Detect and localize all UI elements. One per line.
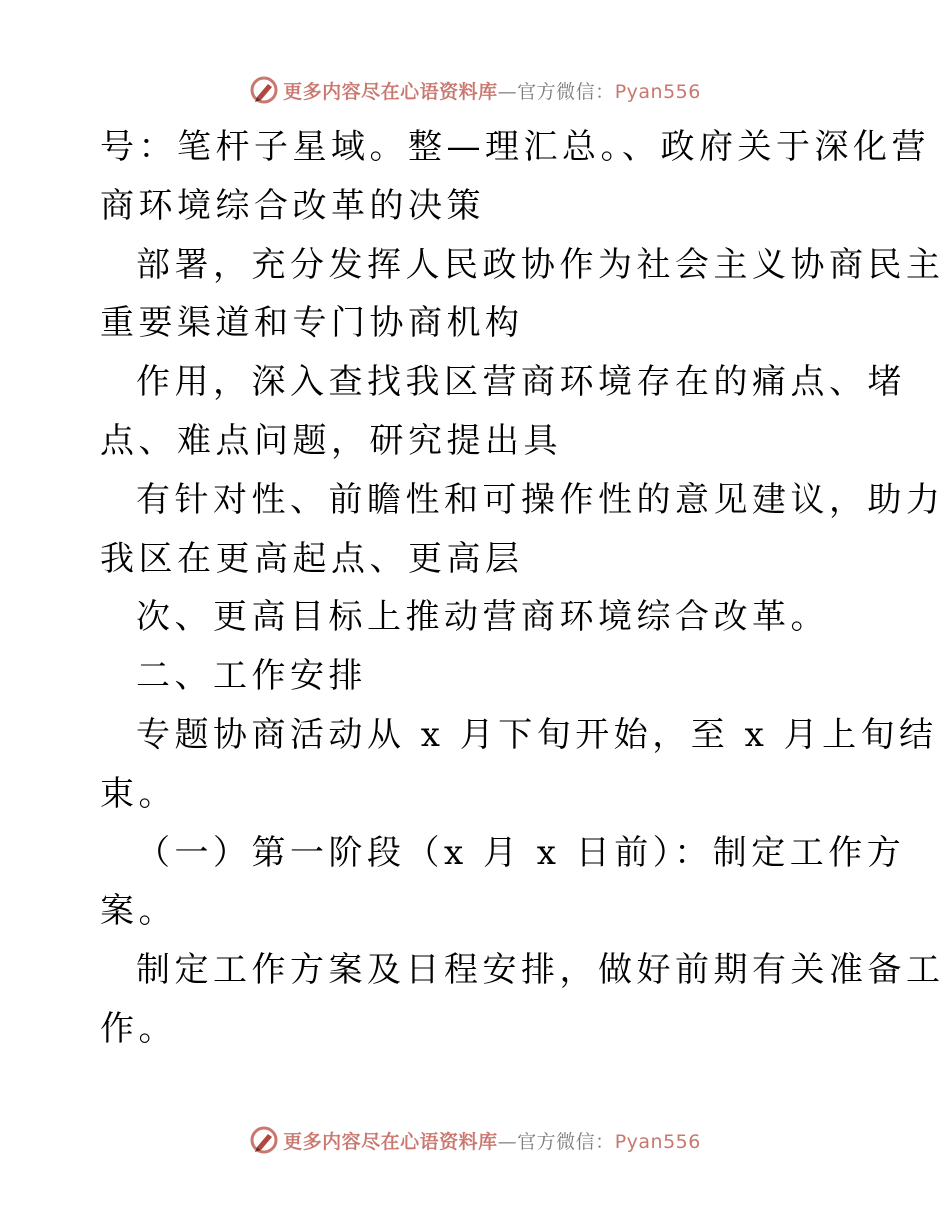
header-banner (0, 68, 950, 112)
text-line: 我区在更高起点、更高层 (100, 538, 524, 579)
banner-text (283, 77, 701, 104)
text-line: 制定工作方案及日程安排，做好前期有关准备工 (136, 950, 945, 991)
text-line: 部署，充分发挥人民政协作为社会主义协商民主 (136, 244, 945, 285)
text-line: 点、难点问题，研究提出具 (100, 420, 562, 461)
banner-text (283, 1127, 701, 1154)
banner-separator: — (497, 1130, 518, 1153)
banner-brand: 更多内容尽在心语资料库 (283, 80, 498, 103)
text-line: 作。 (100, 1008, 177, 1049)
document-body (100, 118, 945, 1059)
text-line: 重要渠道和专门协商机构 (100, 303, 524, 344)
section-heading: 二、工作安排 (136, 656, 367, 697)
pen-logo-icon (249, 75, 279, 105)
footer-banner (0, 1118, 950, 1162)
text-line: 商环境综合改革的决策 (100, 185, 485, 226)
pen-logo-icon (249, 1125, 279, 1155)
text-line: 有针对性、前瞻性和可操作性的意见建议，助力 (136, 479, 945, 520)
banner-wechat-label: 官方微信： (517, 1130, 615, 1153)
banner-wechat-id: Pyan556 (614, 1130, 701, 1153)
banner-separator: — (497, 80, 518, 103)
text-line: （一）第一阶段（x 月 x 日前）：制定工作方 (136, 832, 906, 873)
text-line: 案。 (100, 891, 177, 932)
text-line: 次、更高目标上推动营商环境综合改革。 (136, 597, 829, 638)
text-line: 束。 (100, 773, 177, 814)
banner-wechat-label: 官方微信： (517, 80, 615, 103)
banner-brand: 更多内容尽在心语资料库 (283, 1130, 498, 1153)
banner-wechat-id: Pyan556 (614, 80, 701, 103)
text-line: 号：笔杆子星域。整—理汇总。、政府关于深化营 (100, 127, 930, 167)
text-line: 专题协商活动从 x 月下旬开始，至 x 月上旬结 (136, 714, 938, 755)
text-line: 作用，深入查找我区营商环境存在的痛点、堵 (136, 362, 906, 403)
